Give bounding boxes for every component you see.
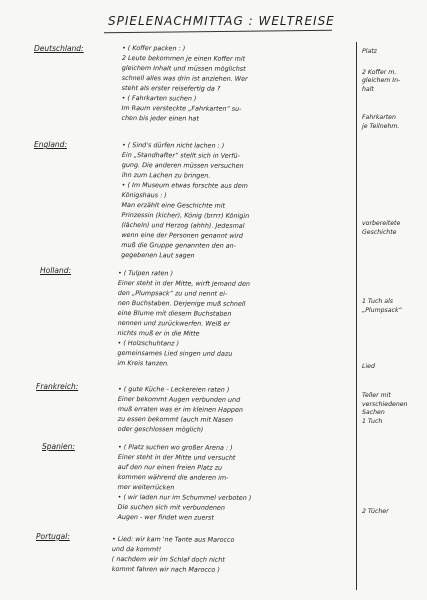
section-text-holland [117,268,250,369]
text-line: Ein „Standhafter“ stellt sich in Verfü- [121,150,240,160]
note-line: Geschichte [362,228,397,236]
notes-england [362,220,400,237]
section-text-deutschland [121,43,247,124]
note-line: 1 Tuch [362,417,383,425]
text-line: • ( Holzschuhtanz ) [117,338,180,348]
text-line: nen Buchstaben. Derjenige muß schnell [117,298,246,308]
text-line: Im Raum versteckte „Fahrkarten“ su- [121,103,242,113]
text-line: Einer bekommt Augen verbunden und [117,394,241,404]
text-line: muß erraten was er im kleinen Happen [117,404,244,414]
text-line: wenn eine der Personen genannt wird [121,230,244,240]
text-line: eine Blume mit diesem Buchstaben [117,308,232,318]
text-line: Man erzählt eine Geschichte mit [121,200,226,210]
text-line: gemeinsames Lied singen und dazu [117,348,233,358]
text-line: (lächeln) und Herzog (ahhh). Jedesmal [121,220,245,230]
note-line: Sachen [362,409,385,416]
text-line: Die suchen sich mit verbundenen [117,502,225,512]
note-line: vorbereitete [362,220,401,227]
note-line: verschiedenen [362,400,408,408]
text-line: zu essen bekommt (auch mit Nasen [117,414,234,424]
text-line: und da kommt! [111,544,162,554]
section-text-england [121,140,250,261]
notes-frankreich [362,392,407,426]
country-label-frankreich: Frankreich: [36,382,79,391]
text-line: nennen und zurückwerfen. Weiß er [117,318,230,328]
text-line: auf den nur einen freien Platz zu [117,462,223,472]
text-line: • ( Sind's dürfen nicht lachen : ) [121,140,225,150]
text-line: • ( Koffer packen : ) [121,43,186,53]
text-line: ihn zum Lachen zu bringen. [121,170,211,180]
text-line: Königshaus : ) [121,190,167,200]
note-line: 2 Koffer m. [362,68,397,76]
notes-deutschland [362,48,400,131]
note-line: Lied [362,363,375,370]
text-line: Einer steht in der Mitte und versucht [117,452,236,462]
notes-holland [362,298,402,372]
note-line: je Teilnehm. [362,122,400,130]
text-line: gegebenen Laut sagen [121,250,195,260]
text-line: • ( gute Küche - Leckereien raten ) [117,384,230,394]
note-line: Fahrkarten [362,114,396,121]
text-line: steht als erster reisefertig da ? [121,83,221,93]
text-line: • ( Fahrkarten suchen ) [121,93,197,103]
country-label-deutschland: Deutschland: [34,44,84,53]
text-line: chen bis jeder einen hat [121,113,199,123]
page-title: SPIELENACHMITTAG : WELTREISE [108,14,335,28]
margin-divider-line [356,42,357,590]
text-line: Augen - wer findet wen zuerst [117,512,214,522]
section-text-spanien [117,442,251,523]
text-line: den „Plumpsack“ zu und nennt ei- [117,288,228,298]
note-line: Teller mit [362,392,391,399]
text-line: • ( Im Museum etwas forschte aus dem [121,180,248,190]
note-line: „Plumpsack“ [362,306,402,314]
text-line: muß die Gruppe genannten den an- [121,240,237,250]
country-label-england: England: [34,140,67,149]
note-line: Platz [362,48,377,55]
text-line: oder geschlossen möglich) [117,424,204,434]
text-line: im Kreis tanzen. [117,358,170,368]
country-label-holland: Holland: [40,266,72,275]
country-label-spanien: Spanien: [42,442,75,451]
text-line: schnell alles was drin ist anziehen. Wer [121,73,248,83]
text-line: Prinzessin (kicher), König (brrrr) Königin [121,210,250,220]
text-line: gung. Die anderen müssen versuchen [121,160,244,170]
section-text-frankreich [118,384,244,435]
text-line: kommt fahren wir nach Marocco ) [111,564,220,574]
text-line: kommen während die anderen im- [117,472,229,482]
title-underline [104,30,332,33]
text-line: mer weiterrücken [117,482,175,492]
text-line: 2 Leute bekommen je einen Koffer mit [121,53,246,63]
text-line: ( nachdem wir im Schlaf doch nicht [111,554,225,564]
text-line: gleichem Inhalt und müssen möglichst [121,63,246,73]
text-line: Einer steht in der Mitte, wirft jemand den [117,278,250,288]
note-line: 1 Tuch als [362,298,394,305]
section-text-portugal [112,534,235,575]
note-line: gleichem In- [362,77,401,84]
text-line: • ( Platz suchen wo großer Arena : ) [117,442,233,452]
notes-spanien [362,508,389,517]
text-line: • Lied: wir kam 'ne Tante aus Marocco [111,535,235,544]
note-line: halt [362,85,374,93]
text-line: • ( Tulpen raten ) [117,268,174,278]
text-line: nichts muß er in die Mitte [117,328,200,338]
text-line: • ( wir laden nur im Schummel verboten ) [117,492,252,502]
note-line: 2 Tücher [362,508,389,515]
country-label-portugal: Portugal: [36,532,70,541]
